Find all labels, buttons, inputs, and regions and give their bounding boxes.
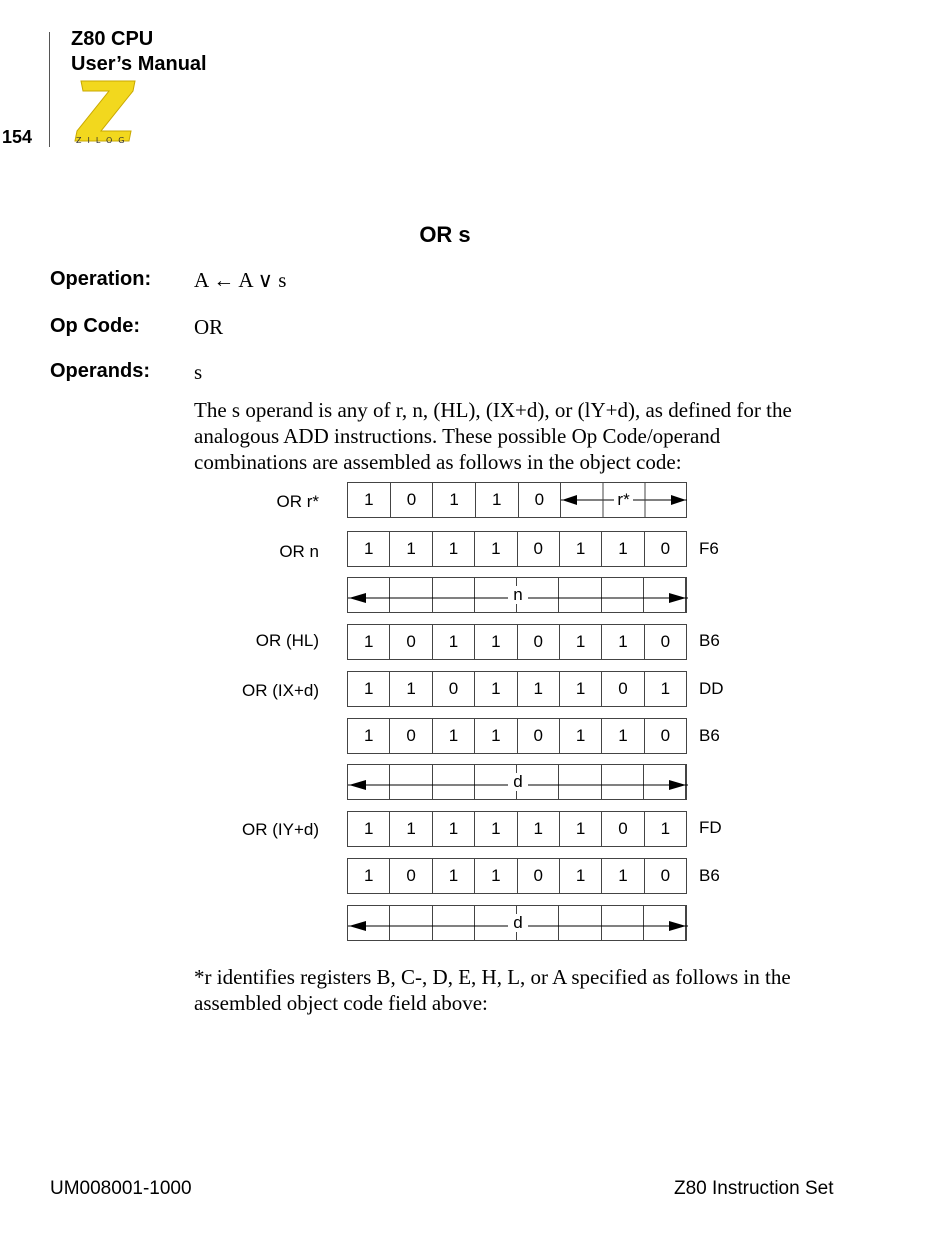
bit-cell: 0 [660,632,671,651]
bit-cell: 1 [518,812,560,846]
bit-cell: 1 [433,812,475,846]
operands-description: The s operand is any of r, n, (HL), (IX+d), or (lY+d), as defined for the analogous ADD instructions. These possible Op Code/operand combinations are assembled as follows in the object code: [194,398,792,474]
bit-cell: 1 [390,532,432,566]
register-field-label: r* [614,490,632,509]
bit-cell: 1 [660,819,671,838]
footer-section: Z80 Instruction Set [674,1178,834,1199]
bit-cell: 1 [348,719,390,753]
bit-cell: 0 [391,483,434,517]
hex-code: FD [699,818,722,837]
bit-cell: 1 [475,625,517,659]
bit-cell: 1 [660,679,671,698]
bit-cell: 1 [433,483,476,517]
encoding-label-iy: OR (IY+d) [242,820,319,839]
bit-cell: 1 [475,719,517,753]
bit-cell: 1 [390,672,432,706]
bit-cell: 1 [560,532,602,566]
encoding-row-ix-1 [347,671,687,707]
bit-cell: 0 [390,859,432,893]
bit-cell: 0 [660,726,671,745]
manual-title: Z80 CPU [71,28,154,50]
encoding-row-hl [347,624,687,660]
displacement-field-label: d [513,913,523,932]
opcode-label: Op Code: [50,315,140,337]
bit-cell: 0 [518,625,560,659]
bit-cell: 1 [433,719,475,753]
bit-cell: 0 [433,672,475,706]
bit-cell: 1 [560,719,602,753]
bit-cell: 1 [348,812,390,846]
encoding-row-iy-1 [347,811,687,847]
encoding-row-iy-2 [347,858,687,894]
footnote: *r identifies registers B, C-, D, E, H, L, or A specified as follows in the assembled object code field above: [194,965,791,1015]
page-title: OR s [419,222,471,247]
bit-cell: 1 [348,625,390,659]
bit-cell: 1 [348,483,391,517]
displacement-field-ix [347,764,687,800]
operation-value: A ← A ∨ s [194,268,287,292]
hex-code: DD [699,679,724,698]
operands-label: Operands: [50,360,151,382]
bit-cell: 1 [475,532,517,566]
bit-cell: 1 [390,812,432,846]
bit-cell: 0 [602,812,644,846]
bit-cell: 1 [433,859,475,893]
bit-cell: 1 [560,859,602,893]
bit-cell: 1 [560,672,602,706]
bit-cell: 1 [560,625,602,659]
opcode-value: OR [194,315,224,339]
bit-cell: 1 [476,483,519,517]
displacement-field-label: d [513,772,523,791]
bit-cell: 0 [518,859,560,893]
manual-subtitle: User’s Manual [71,53,207,75]
operands-value: s [194,360,203,384]
bit-cell: 1 [560,812,602,846]
bit-cell: 0 [602,672,644,706]
encoding-label-hl: OR (HL) [255,631,319,650]
logo-wordmark: ZILOG [76,136,131,145]
bit-cell: 1 [348,672,390,706]
bit-cell: 1 [475,859,517,893]
bit-cell: 1 [602,625,644,659]
bit-cell: 1 [602,532,644,566]
bit-cell: 1 [348,859,390,893]
encoding-row-n [347,531,687,567]
bit-cell: 1 [475,812,517,846]
encoding-row-r [347,482,687,518]
bit-cell: 1 [475,672,517,706]
bit-cell: 0 [519,483,562,517]
operation-label: Operation: [50,268,152,290]
hex-code: B6 [699,631,720,650]
bit-cell: 1 [433,532,475,566]
bit-cell: 0 [660,866,671,885]
bit-cell: 1 [433,625,475,659]
bit-cell: 1 [602,859,644,893]
hex-code: B6 [699,866,720,885]
displacement-field-iy [347,905,687,941]
bit-cell: 1 [348,532,390,566]
encoding-label-ix: OR (IX+d) [242,681,319,700]
encoding-label-r: OR r* [276,492,319,511]
page-number: 154 [2,127,33,147]
hex-code: B6 [699,726,720,745]
footer-doc-id: UM008001-1000 [50,1178,192,1199]
header-divider [49,32,50,147]
bit-cell: 1 [518,672,560,706]
bit-cell: 0 [390,625,432,659]
register-field [561,483,686,517]
operand-field-n [347,577,687,613]
encoding-label-n: OR n [279,542,319,561]
bit-cell: 0 [660,539,671,558]
hex-code: F6 [699,539,719,558]
bit-cell: 1 [602,719,644,753]
operand-field-label: n [513,585,523,604]
bit-cell: 0 [518,532,560,566]
bit-cell: 0 [390,719,432,753]
encoding-row-ix-2 [347,718,687,754]
bit-cell: 0 [518,719,560,753]
